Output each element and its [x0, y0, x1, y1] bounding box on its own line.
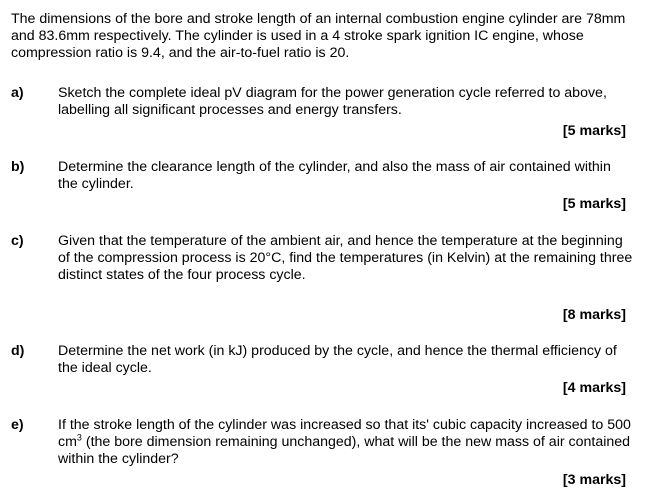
question-a-label: a): [11, 85, 24, 101]
question-e-marks: [3 marks]: [562, 472, 626, 488]
question-e-label: e): [11, 417, 24, 433]
intro-paragraph: The dimensions of the bore and stroke length of an internal combustion engine cylinder are 78mm and 83.6mm respectively. The cylinder is used in a 4 stroke spark ignition IC engine, whose compression ratio is 9.4, and the air-to-fuel ratio is 20.: [11, 11, 626, 61]
question-a-text: Sketch the complete ideal pV diagram for the power generation cycle referred to above, labelling all significant processes and energy transfers.: [58, 85, 607, 118]
question-c-label: c): [11, 233, 24, 249]
question-d-text: Determine the net work (in kJ) produced by the cycle, and hence the thermal efficiency of the ideal cycle.: [58, 343, 617, 376]
question-e-text-start: If the stroke length of the cylinder was increased so that its' cubic capacity increased to 500 cm: [58, 417, 631, 450]
question-e-text-end: (the bore dimension remaining unchanged), what will be the new mass of air contained within the cylinder?: [58, 434, 631, 467]
question-c-marks: [8 marks]: [562, 307, 626, 323]
question-d-label: d): [11, 343, 25, 359]
cubic-superscript: 3: [76, 432, 82, 443]
question-b-text: Determine the clearance length of the cylinder, and also the mass of air contained within the cylinder.: [58, 159, 611, 192]
question-b-label: b): [11, 159, 25, 175]
question-d-marks: [4 marks]: [562, 380, 626, 396]
question-a-marks: [5 marks]: [562, 123, 626, 139]
question-c-text: Given that the temperature of the ambient air, and hence the temperature at the beginning of the compression process is 20°C, find the temperatures (in Kelvin) at the remaining three distinct states of the four process cycle.: [58, 233, 633, 283]
question-e-text: [58, 417, 633, 468]
question-b-marks: [5 marks]: [562, 196, 626, 212]
